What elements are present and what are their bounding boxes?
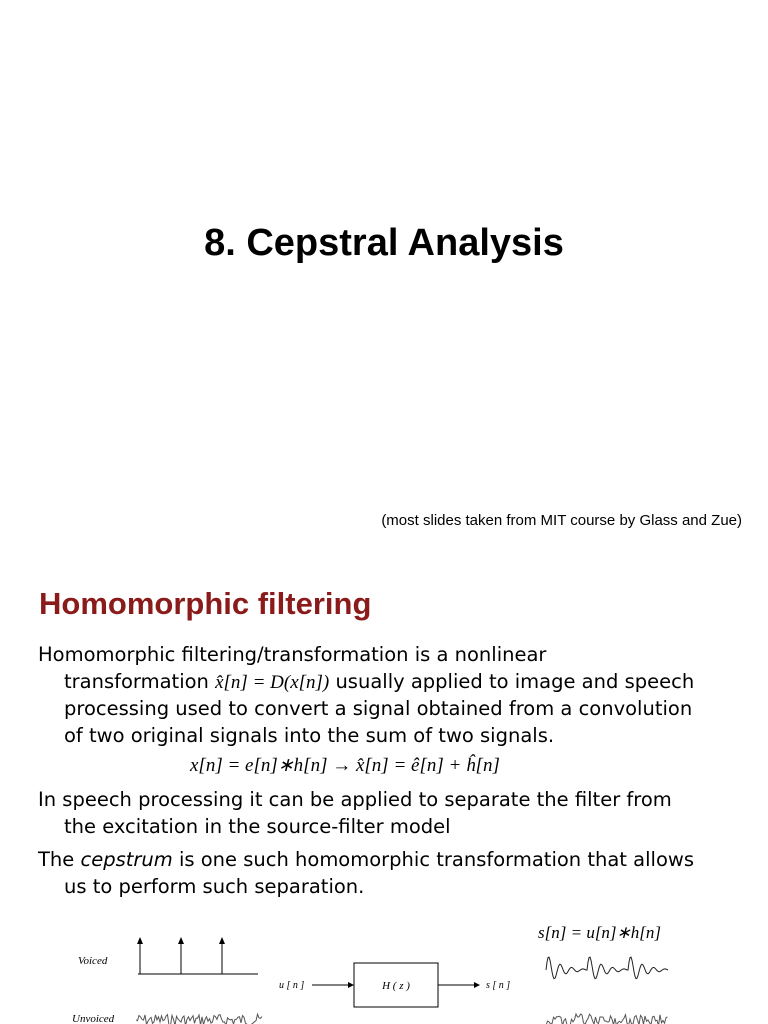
unvoiced-label: Unvoiced	[72, 1013, 115, 1024]
emphasis-term: cepstrum	[80, 848, 173, 871]
paragraph-line: of two original signals into the sum of two signals.	[64, 723, 555, 747]
text-fragment: is one such homomorphic transformation that allows	[178, 848, 694, 871]
impulse-arrows	[137, 937, 225, 974]
inline-formula: x̂[n] = D(x[n])	[215, 671, 330, 693]
paragraph-line: In speech processing it can be applied to separate the filter from	[38, 788, 672, 811]
homomorphic-slide	[0, 560, 768, 1024]
output-label: s [ n ]	[486, 980, 511, 991]
paragraph-line: us to perform such separation.	[64, 874, 365, 898]
unvoiced-output-waveform	[546, 1014, 668, 1024]
source-filter-diagram	[0, 920, 768, 1024]
slide-heading: Homomorphic filtering	[39, 586, 372, 621]
display-equation: x[n] = e[n]∗h[n] → x̂[n] = ê[n] + ĥ[n]	[190, 755, 500, 776]
text-fragment: The	[38, 848, 75, 871]
filter-label: H ( z )	[382, 980, 410, 992]
paragraph-definition	[38, 642, 753, 749]
slide-title: 8. Cepstral Analysis	[204, 222, 564, 264]
slide-credit: (most slides taken from MIT course by Glass and Zue)	[381, 512, 742, 529]
text-fragment: transformation	[64, 669, 209, 693]
noise-waveform	[136, 1014, 262, 1024]
input-label: u [ n ]	[279, 980, 305, 991]
voiced-label: Voiced	[78, 955, 108, 967]
paragraph-cepstrum	[38, 847, 753, 900]
voiced-output-waveform	[546, 957, 668, 979]
paragraph-speech	[38, 787, 753, 840]
text-fragment: usually applied to image and speech	[335, 669, 695, 693]
paragraph-line-with-formula	[38, 669, 753, 697]
paragraph-line: Homomorphic filtering/transformation is a nonlinear	[38, 643, 547, 666]
output-equation: s[n] = u[n]∗h[n]	[538, 923, 662, 942]
paragraph-line	[38, 847, 753, 874]
paragraph-line: processing used to convert a signal obtained from a convolution	[64, 697, 693, 720]
paragraph-line: the excitation in the source-filter model	[64, 814, 451, 838]
